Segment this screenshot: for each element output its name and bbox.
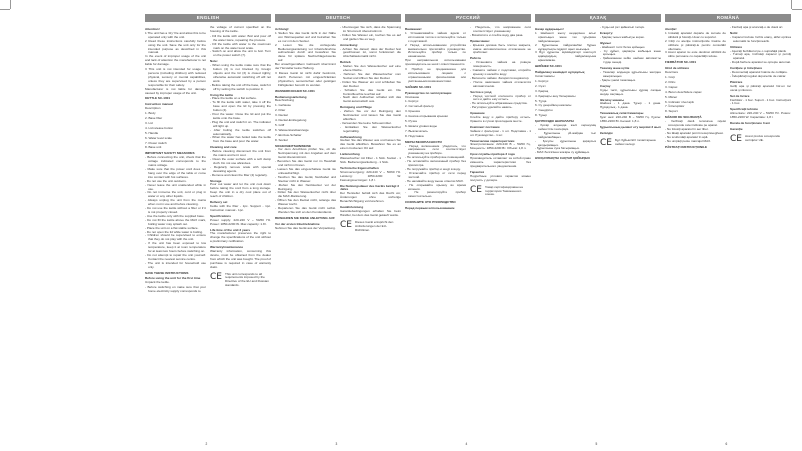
paragraph: 6. Су деңгейінің шкаласы xyxy=(535,103,572,108)
manual-page xyxy=(145,14,791,446)
list-item: 3 Прибор не предназначен для использования лицами с ограниченными физическими или умственными возможностями. xyxy=(405,67,466,83)
language-header: ҚАЗАҚ xyxy=(535,14,661,22)
section-heading: Cleaning and care xyxy=(210,145,237,150)
paragraph: 3. Lid xyxy=(145,120,153,125)
list-item: - Reparieren Sie das Gerät nicht selbst. Wenden Sie sich an den Kundendienst. xyxy=(275,206,336,214)
section-heading: Срок службы прибора 3 года xyxy=(470,152,515,157)
ce-text: This unit corresponds to all requirements imposed by the Directive of the EU and Russian standards. xyxy=(224,271,269,288)
list-item: 1 Устанавливайте чайник вдали от источников тепла и используйте только с подставкой. xyxy=(405,30,466,43)
page-number: 4 xyxy=(465,442,468,446)
section-heading: Ghid de utilizare xyxy=(665,66,690,71)
paragraph: 2. Сетчатый фильтр xyxy=(405,104,434,109)
page-number: 6 xyxy=(725,442,728,446)
list-item: - Do not use the kettle without a filter or if it is not properly closed. xyxy=(145,206,206,214)
list-item: 3 Бұл құрылғы мүмкіндіктері шектеулі адамдардың пайдалануына арналмаған. xyxy=(535,50,596,63)
paragraph: Қуат көзі: 220-240 В ~ 50/60 Гц. Қуаты: 1850-2200 Вт. Көлемі: 1,8 л. xyxy=(600,115,661,124)
section-heading: Жұмыс xyxy=(600,40,612,45)
section-heading: Life time of the unit 3 years xyxy=(210,227,251,232)
paragraph: 4. Кнопка открывания крышки xyxy=(405,114,448,119)
paragraph: Unpack the kettle. xyxy=(145,280,170,285)
paragraph: 1. Gehäuse xyxy=(275,103,291,108)
section-heading: KETTLE SC-1001 xyxy=(145,96,171,101)
list-item: - Capacul trebuie închis etanş, altfel oprirea automată nu funcţionează. xyxy=(730,34,791,43)
paragraph: 1. Corp xyxy=(665,74,676,79)
list-item: - Achten Sie darauf, dass der Deckel fest geschlossen ist, sonst funktioniert die Abschaltautomatik nicht. xyxy=(340,46,401,59)
paragraph: 3. Крышка xyxy=(405,109,420,114)
section-heading: Пайдалану жөніндегі нұсқаулық xyxy=(535,70,585,75)
list-item: - Make sure that the power cord does not hang over the edge of the table or come into contact with hot surfaces. xyxy=(145,167,206,179)
section-heading: Delivery set xyxy=(210,200,228,205)
list-item: - Lassen Sie das eingeschaltete Gerät nie unbeaufsichtigt. xyxy=(275,167,336,175)
paragraph: 8. Тұғыр xyxy=(535,113,547,118)
paragraph: 8. Base unit xyxy=(145,145,162,150)
ce-mark-icon: CE xyxy=(210,271,222,282)
section-heading: Перед первым использованием xyxy=(405,206,455,211)
list-item: - После закипания чайник отключится автоматически. xyxy=(470,79,531,88)
list-item: - Before switching on make sure that your home electricity supply corresponds to xyxy=(145,285,206,294)
list-item: - Îndepărtaţi regulat depunerile de calcar. xyxy=(730,73,787,78)
section-heading: SICHERHEITSHINWEISE xyxy=(275,143,312,148)
section-heading: Тазалау және күтім xyxy=(600,66,630,71)
section-heading: ЧАЙНИК SC-1001 xyxy=(405,84,432,89)
list-item: - Remove and clean the filter (2) regularly. xyxy=(210,172,268,177)
list-item: - Nu lăsaţi aparatul pornit nesupravegheat. xyxy=(665,130,724,135)
paragraph: Подробные условия гарантии можно получить у дилера. xyxy=(470,173,531,182)
section-heading: Storage xyxy=(210,178,222,183)
list-item: - Отключайте прибор от сети перед чисткой. xyxy=(405,170,466,179)
language-section-қазақ xyxy=(535,14,661,446)
section-heading: Attention! xyxy=(145,27,160,31)
ce-text: Dieses Gerät entspricht den Anforderungen der EU-Richtlinien. xyxy=(354,219,394,232)
section-heading: Құрылғының қызмет ету мерзімі 3 жыл xyxy=(600,124,661,129)
list-item: - Регулярно удаляйте накипь. xyxy=(470,105,513,110)
list-item: - Nu umpleţi peste marcajul MAX. xyxy=(665,138,712,143)
section-heading: Внимание! xyxy=(405,27,422,31)
paragraph: 4. Қақпақты ашу батырмасы xyxy=(535,93,576,98)
section-heading: Гарантия xyxy=(470,169,485,174)
section-heading: НҰСҚАУЛЫҚТЫ САҚТАП ҚОЙЫҢЫЗ xyxy=(535,156,590,161)
section-heading: Utilizare xyxy=(730,44,743,49)
text-column-left xyxy=(405,26,466,446)
list-item: - When using the kettle make sure that the button (4) is not blocked by foreign objects and the lid (3) is closed tightly, otherwise automatic switching off will not work. xyxy=(210,63,271,83)
paragraph: Descriere xyxy=(665,70,679,75)
section-heading: Руководство по эксплуатации xyxy=(405,90,452,95)
section-heading: Achtung! xyxy=(275,27,289,31)
section-heading: ШӘЙНЕК SC-1001 xyxy=(535,64,562,69)
section-heading: BEWAHREN SIE DIESE ANLEITUNG AUF xyxy=(275,215,335,220)
list-item: 1 Instalaţi aparatul departe de sursele de căldură şi folosiţi-l doar cu suportul. xyxy=(665,30,726,39)
list-item: - If the unit has been exposed to low temperature, keep it at room temperature for at least two hours before switching on. xyxy=(145,241,206,254)
paragraph: Manufacturer is not liable for damage caused by improper usage of the unit. xyxy=(145,86,206,95)
paragraph: 7. Сөндіргіш xyxy=(535,108,553,113)
list-item: - Fill the kettle with water to the maximum mark on the water level scale. xyxy=(210,41,271,50)
paragraph: 8. Подставка xyxy=(405,133,424,138)
page-number: 5 xyxy=(595,442,598,446)
list-item: - Aşezaţi fierbătorul pe o suprafaţă plană. xyxy=(730,48,787,53)
section-heading: Before using the unit for the first time xyxy=(145,276,201,281)
list-item: - Қайнағаннан кейін шәйнек автоматты түрде сөнеді. xyxy=(600,56,661,65)
list-item: - Benutzen Sie das Gerät nur im Haushalt und nicht im Freien. xyxy=(275,159,336,168)
paragraph: Alimentare: 220-240 V ~ 50/60 Hz. Putere: 1850-2200 W. Capacitate: 1,8 l. xyxy=(730,111,791,120)
list-item: - When the water has boiled take the kettle from the base and pour the water. xyxy=(210,135,271,144)
section-heading: Technische Eigenschaften xyxy=(340,165,379,170)
paragraph: Description xyxy=(145,106,161,111)
text-column-right xyxy=(470,26,531,446)
list-item: - Deconectaţi aparatul înainte de curăţare. xyxy=(730,70,788,75)
list-item: - Қосулы құрылғыны қараусыз қалдырмаңыз. xyxy=(535,138,596,147)
paragraph: При неправильном использовании производитель не несёт ответственности. xyxy=(405,58,466,67)
page-number: 2 xyxy=(205,442,208,446)
paragraph: 3. Capac xyxy=(665,84,678,89)
list-item: - Қақпақ тығыз жабылуы керек. xyxy=(600,34,645,39)
section-heading: Anmerkung: xyxy=(340,42,359,47)
paragraph: 8. Sockel xyxy=(275,137,288,142)
paragraph: 4. Deckel-Entriegelung xyxy=(275,118,307,123)
list-item: 1 The unit has a 'dry' fire and allow this to be operated only with the unit. xyxy=(145,30,206,39)
list-item: - Verwenden Sie keine Scheuermittel. xyxy=(340,120,392,125)
paragraph: Bei unsachgemäßem Gebrauch übernimmt der Hersteller keine Haftung. xyxy=(275,62,336,71)
list-item: - Құрылғыны үй-жайдан тыс пайдаланбаңыз. xyxy=(535,130,596,139)
ce-mark-icon: CE xyxy=(340,219,352,230)
section-heading: Bedienungsanleitung xyxy=(275,94,307,99)
section-heading: Кепілдік xyxy=(600,130,613,135)
paragraph: 3. Қақпақ xyxy=(535,88,549,93)
list-item: - Füllen Sie Wasser ein, kochen Sie es auf und gießen Sie es weg. xyxy=(340,32,401,41)
paragraph: 7. Ein/Aus-Schalter xyxy=(275,132,302,137)
section-heading: PĂSTRAŢI INSTRUCŢIUNILE xyxy=(665,144,708,149)
list-item: - Füllen Sie Wasser ein und schließen Sie den Deckel. xyxy=(340,79,401,88)
paragraph: Слейте воду и дайте прибору остыть. Храните в сухом прохладном месте. xyxy=(470,115,531,123)
page-number: 3 xyxy=(335,442,338,446)
list-item: - Шәйнекті тегіс бетке қойыңыз. xyxy=(600,44,646,49)
language-header: ENGLISH xyxy=(145,14,271,22)
ce-mark-icon: CE xyxy=(600,137,612,148)
list-item: - Überzeugen Sie sich, dass die Spannung im Stromnetz übereinstimmt. xyxy=(340,26,401,33)
text-column-right xyxy=(210,26,271,446)
paragraph: Суды төгіп, құрылғыны құрғақ салқын жерде сақтаңыз. xyxy=(600,87,661,96)
paragraph: 5. Тұтқа xyxy=(535,98,547,103)
list-item: - Do not open the lid while water is boiling. xyxy=(145,229,203,234)
paragraph: 4. Buton deschidere capac xyxy=(665,89,702,94)
paragraph: Nehmen Sie das Gerät aus der Verpackung. xyxy=(275,225,336,230)
list-item: - Fill the kettle with water. Boil and pour off the water twice, repeating the process. xyxy=(210,33,271,42)
paragraph: Beschreibung xyxy=(275,98,294,103)
ce-certification xyxy=(210,273,271,289)
paragraph: 6. Indicator nivel apă xyxy=(665,99,694,104)
list-item: - Füllen Sie den Wasserkocher nicht über die MAX-Markierung. xyxy=(275,190,336,199)
section-heading: Betrieb xyxy=(340,60,351,65)
paragraph: 6. Шкала уровня воды xyxy=(405,123,437,128)
list-item: - Қосар алдында желі кернеуінің сәйкестігін тексеріңіз. xyxy=(535,123,596,131)
paragraph: Fierbător - 1 buc. Suport - 1 buc. Instrucţiuni - 1 buc. xyxy=(730,97,791,106)
section-heading: WASSERKOCHER SC-1001 xyxy=(275,88,315,93)
list-item: - Do not use the unit outdoors. xyxy=(145,178,187,183)
list-item: - Не используйте прибор вне помещений. xyxy=(405,155,465,160)
paragraph: Сипаттамасы xyxy=(535,73,555,78)
ce-text: Бұл бұйым ЕО талаптарына сәйкес келеді. xyxy=(614,137,656,146)
list-item: - Вскипятите и слейте воду два раза. xyxy=(470,32,524,37)
list-item: - Place the kettle on a flat surface. xyxy=(210,96,257,101)
list-item: - Place the unit on a flat stable surface. xyxy=(145,225,199,230)
text-column-left xyxy=(145,26,206,446)
list-item: - Не ремонтируйте прибор самостоятельно. xyxy=(405,190,466,199)
list-item: - Use the kettle only with the supplied base. xyxy=(145,213,205,218)
section-heading: ҚАУІПСІЗДІК ШАРАЛАРЫ xyxy=(535,119,574,124)
list-item: - Перед включением убедитесь, что напряжение сети соответствует указанному на приборе. xyxy=(405,143,466,156)
list-item: 1 Stellen Sie das Gerät nicht in der Nähe von Wärmequellen auf und betreiben Sie es nur mit dem Sockel. xyxy=(275,30,336,43)
paragraph: Warranty information, concerning this device, must be obtained from the dealer from which the unit was bought. The proof of purchase is required in case of warranty claim. xyxy=(210,249,271,269)
text-column-right xyxy=(730,26,791,446)
list-item: - Ziehen Sie den Netzstecker vor der Reinigung. xyxy=(275,182,336,191)
section-heading: Atenţie! xyxy=(665,27,677,31)
section-heading: Specifications xyxy=(210,213,231,218)
list-item: - MAX белгісінен жоғары су құймаңыз. xyxy=(535,150,590,155)
ce-mark-icon: CE xyxy=(730,133,742,144)
section-heading: Назар аударыңыз! xyxy=(535,27,564,31)
section-heading: Warranty/maintenance xyxy=(210,245,244,250)
paragraph: 2. Filter xyxy=(275,108,286,113)
section-heading: Using the kettle xyxy=(210,92,234,97)
list-item: - Öffnen Sie den Deckel nicht, solange das Wasser kocht. xyxy=(275,198,336,207)
paragraph: 7. Power switch xyxy=(145,140,167,145)
list-item: 3 Acest aparat nu este destinat utilizării de către persoane cu capacităţi reduse. xyxy=(665,50,726,59)
section-heading: Примечание: xyxy=(470,38,490,43)
ce-text: Acest produs corespunde cerinţelor UE. xyxy=(744,133,781,142)
list-item: - After boiling the kettle switches off automatically. xyxy=(210,127,271,136)
language-header: РУССКИЙ xyxy=(405,14,531,22)
language-section-english xyxy=(145,14,271,446)
list-item: - Тазалар алдында құрылғыны желіден ажыратыңыз. xyxy=(600,70,661,78)
list-item: - Nach dem Aufkochen schaltet sich das Gerät automatisch aus. xyxy=(340,95,401,104)
list-item: - Before cleaning disconnect the unit from the mains and let it cool. xyxy=(210,149,271,158)
section-heading: Note: xyxy=(210,59,218,64)
list-item: - Не наливайте воду выше отметки MAX. xyxy=(405,178,464,183)
list-item: - Before taking the unit off the base, switch it off by setting the switch to position 0. xyxy=(210,82,271,91)
list-item: - Regularly remove scale with special descaling agents. xyxy=(210,164,271,173)
list-item: - Убедитесь, что напряжение сети соответствует указанному. xyxy=(470,26,531,33)
language-header: DEUTSCH xyxy=(275,14,401,22)
paragraph: Чайник с фильтром - 1 шт. Подставка - 1 шт. Руководство - 1 шт. xyxy=(470,128,531,137)
ce-certification xyxy=(730,135,791,144)
list-item: - Children should be supervised to ensure that they do not play with the unit. xyxy=(145,233,206,242)
crop-mark-top-left xyxy=(0,9,10,10)
paragraph: Kettle with the filter - 1pc. Support - 1pc. Instruction manual - 1pc. xyxy=(210,203,271,212)
section-heading: Curăţare şi întreţinere xyxy=(730,66,763,71)
paragraph: 8. Suport xyxy=(665,109,678,114)
list-item: - Снимите чайник с подставки, откройте крышку и налейте воду. xyxy=(470,68,531,76)
section-heading: Set de livrare xyxy=(730,93,750,98)
list-item: - Перед чисткой отключите прибор от сети и дайте ему остыть. xyxy=(470,93,531,102)
list-item: 2 Citiţi cu atenţie instrucţiunile înainte de utilizare şi păstraţi-le pentru consultări ulterioare. xyxy=(665,38,726,51)
paragraph: 1. Корпус xyxy=(535,78,549,83)
ce-certification xyxy=(340,221,401,233)
list-item: - Nehmen Sie den Wasserkocher vom Sockel und öffnen Sie den Deckel. xyxy=(340,71,401,80)
list-item: - Do not attempt to repair the unit yourself. Contact the nearest service centre. xyxy=(145,252,206,261)
section-heading: Технические характеристики xyxy=(470,138,515,143)
section-heading: Specificaţii tehnice xyxy=(730,107,759,112)
ce-certification xyxy=(470,186,531,198)
language-section-deutsch xyxy=(275,14,401,446)
paragraph: 2. Base filter xyxy=(145,116,163,121)
paragraph: 1. Body xyxy=(145,111,156,116)
section-heading: Gewährleistung xyxy=(340,205,364,210)
paragraph: 2. Filtru xyxy=(665,79,676,84)
list-item: - Before connecting the unit, check that the voltage indicated corresponds to the mains voltage. xyxy=(145,155,206,168)
section-heading: Vor der ersten Inbetriebnahme xyxy=(275,221,320,226)
paragraph: Gießen Sie das Wasser aus und lassen Sie das Gerät abkühlen. Bewahren Sie es an einem trockenen Ort auf. xyxy=(340,138,401,151)
list-item: - Установите чайник на ровную поверхность. xyxy=(470,60,531,69)
list-item: - Entkalken Sie den Wasserkocher regelmäßig. xyxy=(340,124,401,133)
paragraph: 3. Deckel xyxy=(275,113,288,118)
paragraph: 7. Întrerupător xyxy=(665,104,685,109)
ce-certification xyxy=(600,139,661,148)
paragraph: Der Hersteller behält sich das Recht vor, Änderungen ohne vorherige Benachrichtigung vorzunehmen. xyxy=(340,191,401,204)
list-item: - Құрылғыны суға батырмаңыз. xyxy=(535,146,580,151)
paragraph: 4. Lid release button xyxy=(145,125,174,130)
list-item: - Clean the outer surface with a soft damp cloth. Do not use abrasives. xyxy=(210,157,271,165)
crop-mark-top-right xyxy=(792,9,802,10)
list-item: - Vor dem Anschluss prüfen Sie, ob die Netzspannung mit den Angaben auf dem Gerät übereinstimmt. xyxy=(275,147,336,160)
ce-mark-icon: CE xyxy=(470,184,482,195)
paragraph: 7. Выключатель xyxy=(405,128,428,133)
paragraph: 2. Сүзгі xyxy=(535,83,546,88)
section-heading: SAVE THESE INSTRUCTIONS xyxy=(145,270,189,275)
paragraph: Производитель оставляет за собой право изменять характеристики без предварительного уведомления. xyxy=(470,156,531,168)
crop-mark-top-left-v xyxy=(10,0,11,9)
list-item: 2 Lesen Sie die vorliegende Bedienungsanleitung vor Inbetriebnahme aufmerksam durch und bewahren Sie diese für spätere Nachschlagezwecke auf. xyxy=(275,42,336,63)
list-item: - Қақты үнемі тазалаңыз. xyxy=(600,77,636,82)
paragraph: Wasserkocher mit Filter - 1 Stck. Sockel - 1 Stck. Bedienungsanleitung - 1 Stck. xyxy=(340,156,401,164)
text-column-right xyxy=(600,26,661,446)
section-heading: Aufbewahrung xyxy=(340,134,362,139)
list-item: - Turnaţi apa, închideţi capacul şi porniţi aparatul. xyxy=(730,52,791,61)
list-item: - Не используйте абразивные средства. xyxy=(470,101,528,106)
list-item: - După fierbere aparatul se opreşte automat. xyxy=(730,60,791,65)
section-heading: MĂSURI DE SIGURANŢĂ xyxy=(665,115,702,120)
list-item: - Do not fill the kettle above the MAX mark, boiling water may splash out. xyxy=(145,217,206,226)
section-heading: Сақтау xyxy=(600,83,611,88)
paragraph: Power supply: 220-240 V ~ 50/60 Hz. Power: 1850-2200 W. Max capacity: 1.8 l. xyxy=(210,217,271,226)
paragraph: 1. Корпус xyxy=(405,99,419,104)
text-column-left xyxy=(535,26,596,446)
section-heading: Păstrare xyxy=(730,79,743,84)
section-heading: Техникалық сипаттамалары xyxy=(600,111,644,116)
section-heading: СОХРАНИТЕ ЭТО РУКОВОДСТВО xyxy=(405,200,456,205)
paragraph: Pour out water and let the unit cool down before taking the cord from a long storage. Keep the unit in a dry cool place out of reach of children. xyxy=(210,182,271,199)
list-item: 2 Read these instructions carefully before using the unit. Save the unit only for the intended purpose as described in this manual. xyxy=(145,38,206,55)
list-item: - The unit is intended for household use only. xyxy=(145,260,206,269)
list-item: - Stellen Sie den Wasserkocher auf eine ebene Fläche. xyxy=(340,64,401,73)
list-item: - Не оставляйте включённый прибор без присмотра. xyxy=(405,159,466,168)
section-heading: Instruction manual xyxy=(145,102,173,107)
language-section-română xyxy=(665,14,791,446)
list-item: - To fill the kettle with water, take it off the base and open the lid by pressing the button (4). xyxy=(210,100,271,113)
list-item: - Tauchen Sie das Gerät, Netzkabel und Stecker nicht in Wasser. xyxy=(275,174,336,183)
text-column-left xyxy=(275,26,336,446)
section-heading: Ескерту: xyxy=(600,30,614,35)
section-heading: Комплект поставки xyxy=(470,124,500,129)
paragraph: 6. Water level scale xyxy=(145,135,172,140)
paragraph: 5. Griff xyxy=(275,122,285,127)
list-item: - Не погружайте прибор и шнур в воду. xyxy=(405,167,461,171)
list-item: 2 Құрылғыны пайдаланбас бұрын нұсқаулықты мұқият оқып шығыңыз. xyxy=(535,42,596,51)
paragraph: Goliţi apa şi păstraţi aparatul într-un loc uscat şi răcoros. xyxy=(730,83,791,92)
list-item: 2 Перед использованием устройства внимательно прочитайте руководство. Используйте прибор только по назначению. xyxy=(405,42,466,59)
list-item: - Verificaţi dacă tensiunea reţelei corespunde celei indicate pe aparat. xyxy=(665,119,726,128)
section-heading: FIERBĂTOR SC-1001 xyxy=(665,60,697,65)
section-heading: IMPORTANT SAFETY MEASURES xyxy=(145,151,195,156)
list-item: - Ziehen Sie vor der Reinigung den Netzstecker und lassen Sie das Gerät abkühlen. xyxy=(340,109,401,121)
language-header: ROMÂNĂ xyxy=(665,14,791,22)
list-item: - Не открывайте крышку во время кипения. xyxy=(405,182,466,191)
list-item: 3 This unit is not intended for usage by persons (including children) with reduced physical, sensory or mental capabilities, unless they are supervised by a person responsible for their safety. xyxy=(145,67,206,87)
section-heading: Durata de funcţionare 3 ani xyxy=(730,121,770,126)
list-item: 3 Dieses Gerät ist nicht dafür bestimmt, durch Personen mit eingeschränkten physischen, sensorischen oder geistigen Fähigkeiten benutzt zu werden. xyxy=(275,70,336,87)
section-heading: МЕРЫ БЕЗОПАСНОСТИ xyxy=(405,139,442,144)
list-item: - Крышка должна быть плотно закрыта, иначе автоматическое отключение не сработает. xyxy=(470,42,531,55)
section-heading: Die Nutzungsdauer des Geräts beträgt 3 Jahre xyxy=(340,183,399,192)
crop-mark-top-right-v xyxy=(791,0,792,9)
list-item: - Nu scufundaţi aparatul în apă. xyxy=(665,134,709,139)
paragraph: 5. Mâner xyxy=(665,94,678,99)
ce-text: Товар сертифицирован на территории Таможенного союза. xyxy=(484,184,523,197)
list-item: - Суды екі рет қайнатып төгіңіз. xyxy=(600,26,645,29)
list-item: - Су құйып, қақпақты жабыңыз және қосыңыз. xyxy=(600,48,661,57)
paragraph: 6. Wasserstandsanzeige xyxy=(275,127,309,132)
text-column-right xyxy=(340,26,401,446)
paragraph: The manufacturer preserves the right to change the specifications of the unit without a preliminary notification. xyxy=(210,231,271,244)
section-heading: Хранение xyxy=(470,111,485,116)
section-heading: Жеткізу жинағы xyxy=(600,97,625,102)
section-heading: Garanţie xyxy=(730,126,743,131)
paragraph: In the event of improper usage of the unit and lack of attention the manufacturer is not liable for damage. xyxy=(145,54,206,67)
paragraph: 5. Ручка xyxy=(405,119,417,124)
paragraph: Описание xyxy=(405,94,420,99)
paragraph: the voltage of current specified on the housing of the kettle. xyxy=(210,26,271,33)
text-column-left xyxy=(665,26,726,446)
list-item: - Never leave the unit unattended while in use. xyxy=(145,182,206,191)
paragraph: Шәйнек - 1 дана. Тұғыр - 1 дана. Нұсқаулық - 1 дана. xyxy=(600,101,661,110)
paragraph: 5. Handle xyxy=(145,130,159,135)
section-heading: Работа xyxy=(470,56,481,61)
list-item: - Plug the unit and switch it on. The indicator will light up. xyxy=(210,119,271,128)
section-heading: Notă: xyxy=(730,30,738,35)
section-heading: Чистка и уход xyxy=(470,89,492,94)
section-heading: Lieferumfang xyxy=(340,152,360,157)
paragraph: Stromversorgung: 220-240 V ~ 50/60 Hz. Leistung: 1850-2200 W. Fassungsvermögen: 1,8 l. xyxy=(340,169,401,182)
language-section-русский xyxy=(405,14,531,446)
paragraph: Garantiebedingungen erhalten Sie beim Händler, bei dem das Gerät gekauft wurde. xyxy=(340,208,401,217)
list-item: - Schalten Sie das Gerät ein. Die Kontrollleuchte leuchtet auf. xyxy=(340,87,401,96)
list-item: - Do not immerse the unit, cord or plug in water or any other liquids. xyxy=(145,190,206,199)
list-item: - Nu folosiţi aparatul în aer liber. xyxy=(665,126,709,131)
paragraph: Электропитание: 220-240 В ~ 50/60 Гц. Мощность: 1850-2200 Вт. Объём: 1,8 л. xyxy=(470,142,531,151)
section-heading: Reinigung und Pflege xyxy=(340,105,372,110)
list-item: - Включите чайник. Загорится индикатор. xyxy=(470,75,530,80)
list-item: - Fierbeţi apa şi aruncaţi-o de două ori. xyxy=(730,26,784,29)
list-item: - Always unplug the unit from the mains when not in use and before cleaning. xyxy=(145,198,206,207)
list-item: - Switch on and allow the unit to boil. Turn on the power switch (7). xyxy=(210,49,271,58)
list-item: 1 Шәйнекті жылу көздерінен алыс орнатыңыз және тек тұғырмен пайдаланыңыз. xyxy=(535,30,596,43)
list-item: - Pour the water. Close the lid and put the kettle onto the base. xyxy=(210,112,271,120)
